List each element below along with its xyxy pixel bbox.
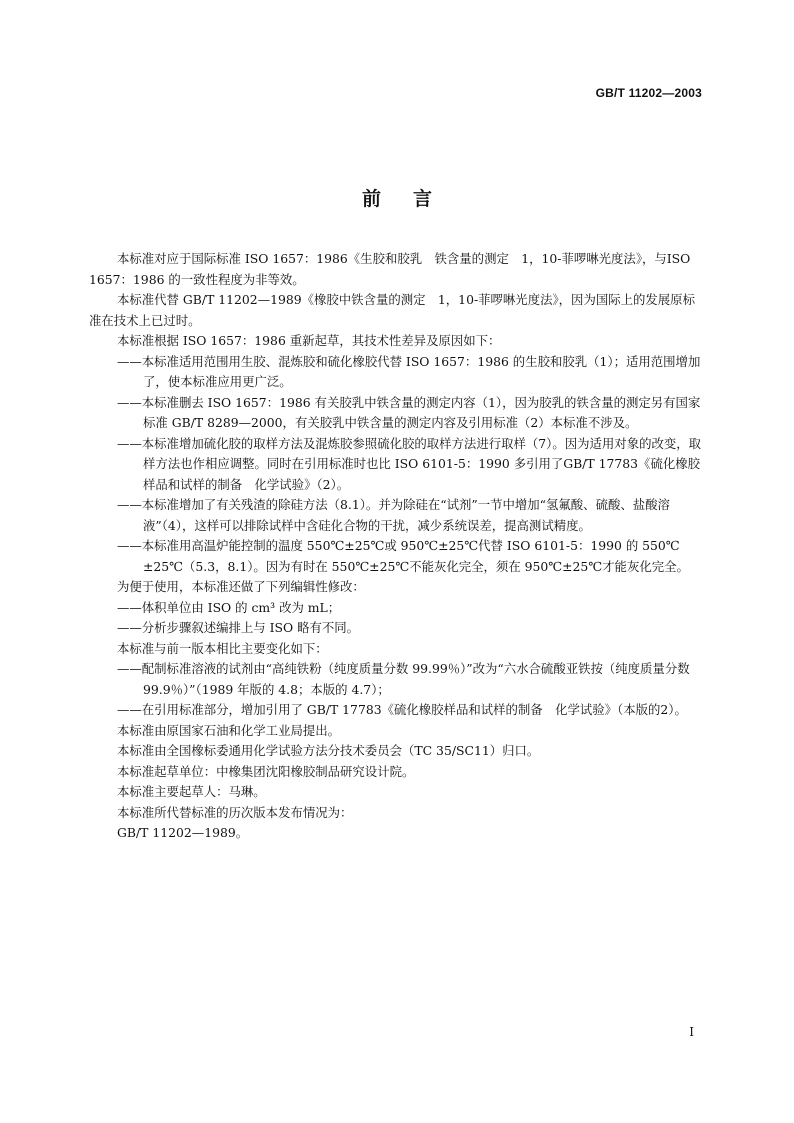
list-item: ——本标准用高温炉能控制的温度 550℃±25℃或 950℃±25℃代替 ISO 6101-5：1990 的 550℃±25℃（5.3，8.1）。因为有时在 550℃±25℃不能灰化完全，须在 950℃±25℃才能灰化完全。: [117, 538, 689, 574]
paragraph: 本标准所代替标准的历次版本发布情况为：: [117, 804, 353, 820]
paragraph: 本标准与前一版本相比主要变化如下：: [117, 640, 328, 656]
list-item: ——配制标准溶液的试剂由“高纯铁粉（纯度质量分数 99.99％）”改为“六水合硫酸亚铁按（纯度质量分数 99.9％）”（1989 年版的 4.8；本版的 4.7）；: [117, 661, 690, 697]
paragraph: 本标准代替 GB/T 11202—1989《橡胶中铁含量的测定 1，10-菲啰啉光度法》，因为国际上的发展原标准在技术上已过时。: [89, 292, 695, 328]
paragraph: 本标准由全国橡标委通用化学试验方法分技术委员会（TC 35/SC11）归口。: [117, 743, 540, 758]
paragraph: 本标准由原国家石油和化学工业局提出。: [117, 722, 341, 738]
standard-code: GB/T 11202—2003: [595, 86, 702, 100]
paragraph: 本标准对应于国际标准 ISO 1657：1986《生胶和胶乳 铁含量的测定 1，10-菲啰啉光度法》，与ISO 1657：1986 的一致性程度为非等效。: [89, 251, 691, 287]
list-item: ——体积单位由 ISO 的 cm³ 改为 mL；: [117, 599, 341, 615]
list-item: ——在引用标准部分，增加引用了 GB/T 17783《硫化橡胶样品和试样的制备 化学试验》（本版的2）。: [117, 702, 687, 717]
paragraph: 为便于使用，本标准还做了下列编辑性修改：: [117, 579, 365, 594]
list-item: ——本标准删去 ISO 1657：1986 有关胶乳中铁含量的测定内容（1），因为胶乳的铁含量的测定另有国家标准 GB/T 8289—2000，有关胶乳中铁含量的测定内容及引用标准（2）本标准不涉及。: [117, 394, 701, 430]
page-title: 前言: [361, 188, 464, 210]
list-item: ——分析步骤叙述编排上与 ISO 略有不同。: [117, 620, 360, 635]
list-item: ——本标准增加了有关残渣的除硅方法（8.1）。并为除硅在“试剂”一节中增加“氢氟酸、硫酸、盐酸溶液”（4），这样可以排除试样中含硅化合物的干扰，减少系统误差，提高测试精度。: [117, 497, 670, 533]
list-item: ——本标准增加硫化胶的取样方法及混炼胶参照硫化胶的取样方法进行取样（7）。因为适用对象的改变，取样方法也作相应调整。同时在引用标准时也比 ISO 6101-5：1990 多引用了GB/T 17783《硫化橡胶样品和试样的制备 化学试验》（2）。: [117, 435, 702, 492]
paragraph: GB/T 11202—1989。: [117, 825, 249, 840]
list-item: ——本标准适用范围用生胶、混炼胶和硫化橡胶代替 ISO 1657：1986 的生胶和胶乳（1）；适用范围增加了，使本标准应用更广泛。: [117, 353, 701, 389]
paragraph: 本标准根据 ISO 1657：1986 重新起草，其技术性差异及原因如下：: [117, 333, 501, 348]
paragraph: 本标准起草单位：中橡集团沈阳橡胶制品研究设计院。: [117, 763, 415, 779]
page-number: I: [689, 1025, 694, 1039]
paragraph: 本标准主要起草人：马琳。: [117, 784, 266, 799]
foreword-body: [89, 249, 705, 844]
